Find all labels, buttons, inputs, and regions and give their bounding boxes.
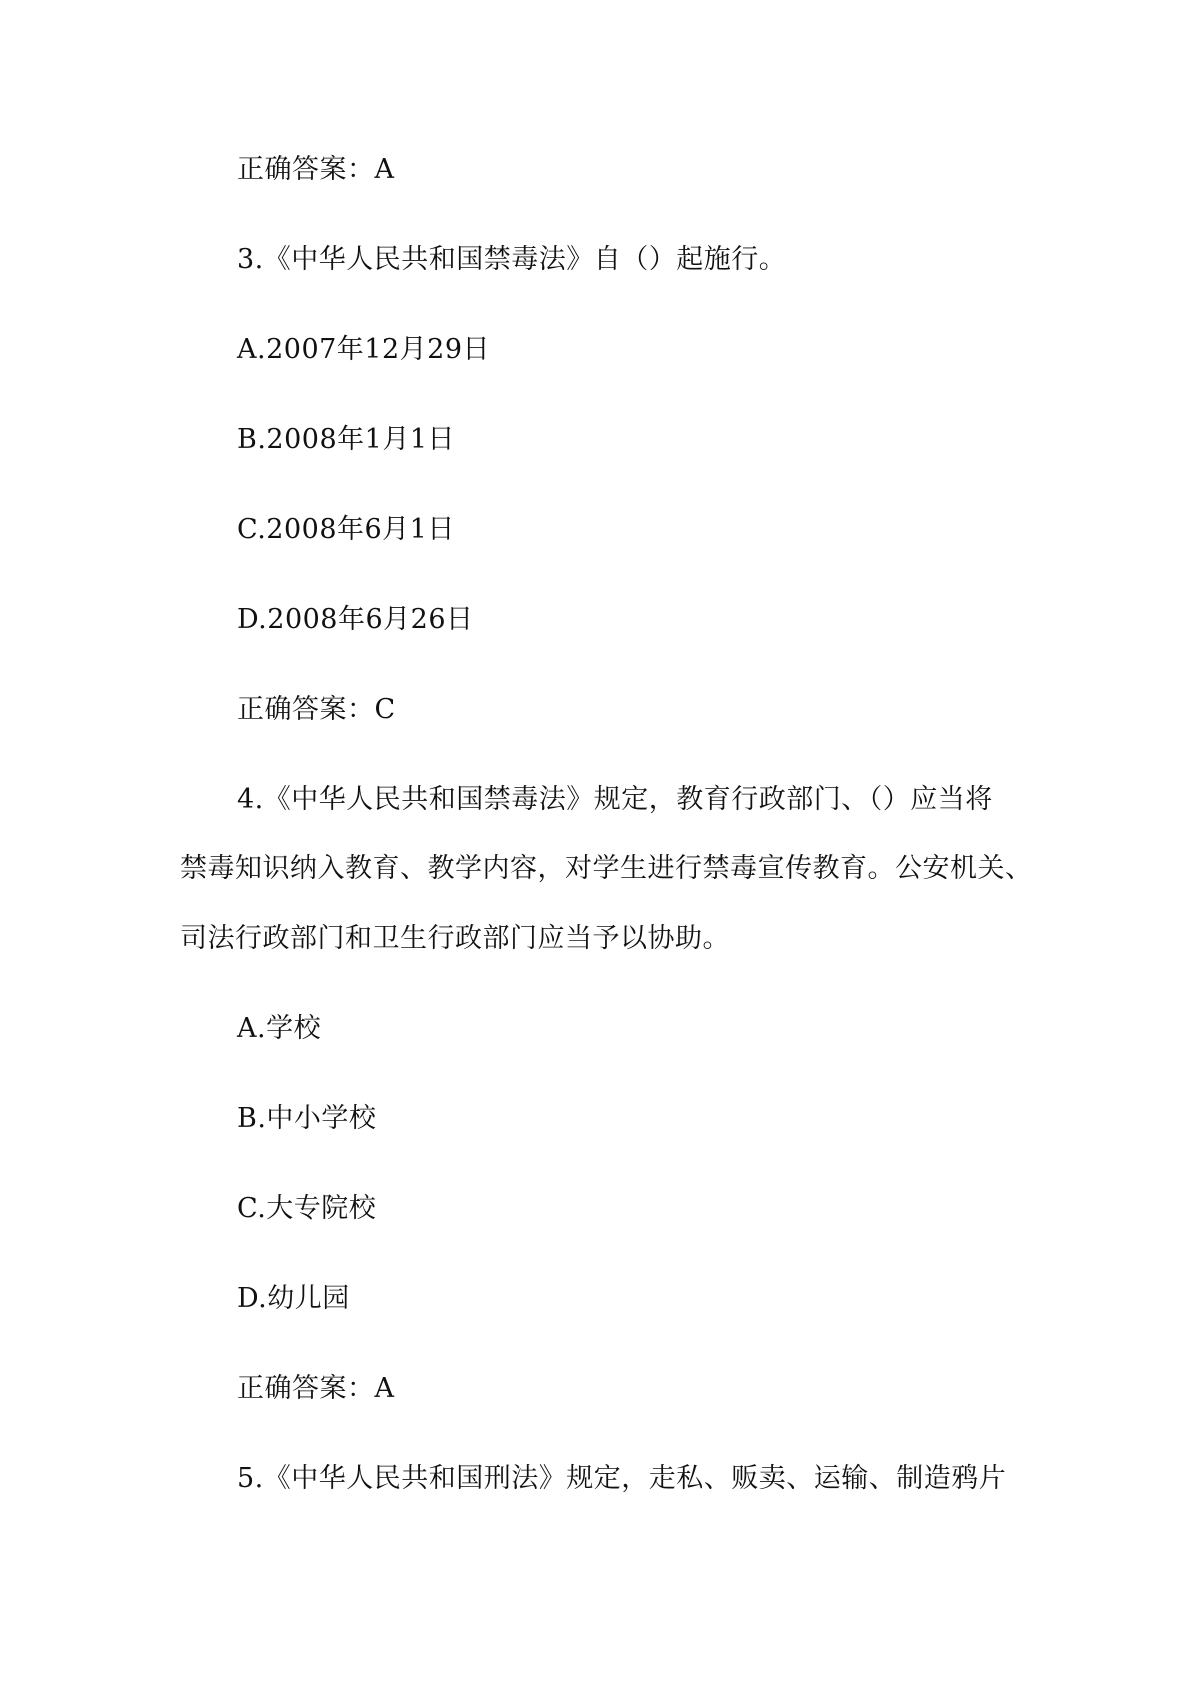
option-line: A.学校 xyxy=(237,1013,322,1044)
answer-line: 正确答案：C xyxy=(237,694,396,725)
question-continuation-line: 禁毒知识纳入教育、教学内容，对学生进行禁毒宣传教育。公安机关、 xyxy=(180,853,1033,884)
option-line: A.2007年12月29日 xyxy=(237,334,491,365)
option-line: D.2008年6月26日 xyxy=(237,604,474,635)
question-line: 3.《中华人民共和国禁毒法》自（）起施行。 xyxy=(237,244,787,275)
answer-line: 正确答案：A xyxy=(237,154,395,185)
option-line: C.2008年6月1日 xyxy=(237,514,455,545)
answer-line: 正确答案：A xyxy=(237,1373,395,1404)
option-line: C.大专院校 xyxy=(237,1193,377,1224)
question-line: 4.《中华人民共和国禁毒法》规定，教育行政部门、（）应当将 xyxy=(237,784,993,815)
option-line: B.2008年1月1日 xyxy=(237,424,455,455)
option-line: D.幼儿园 xyxy=(237,1283,350,1314)
option-line: B.中小学校 xyxy=(237,1103,377,1134)
question-line: 5.《中华人民共和国刑法》规定，走私、贩卖、运输、制造鸦片 xyxy=(237,1463,1007,1494)
question-continuation-line: 司法行政部门和卫生行政部门应当予以协助。 xyxy=(180,923,730,954)
